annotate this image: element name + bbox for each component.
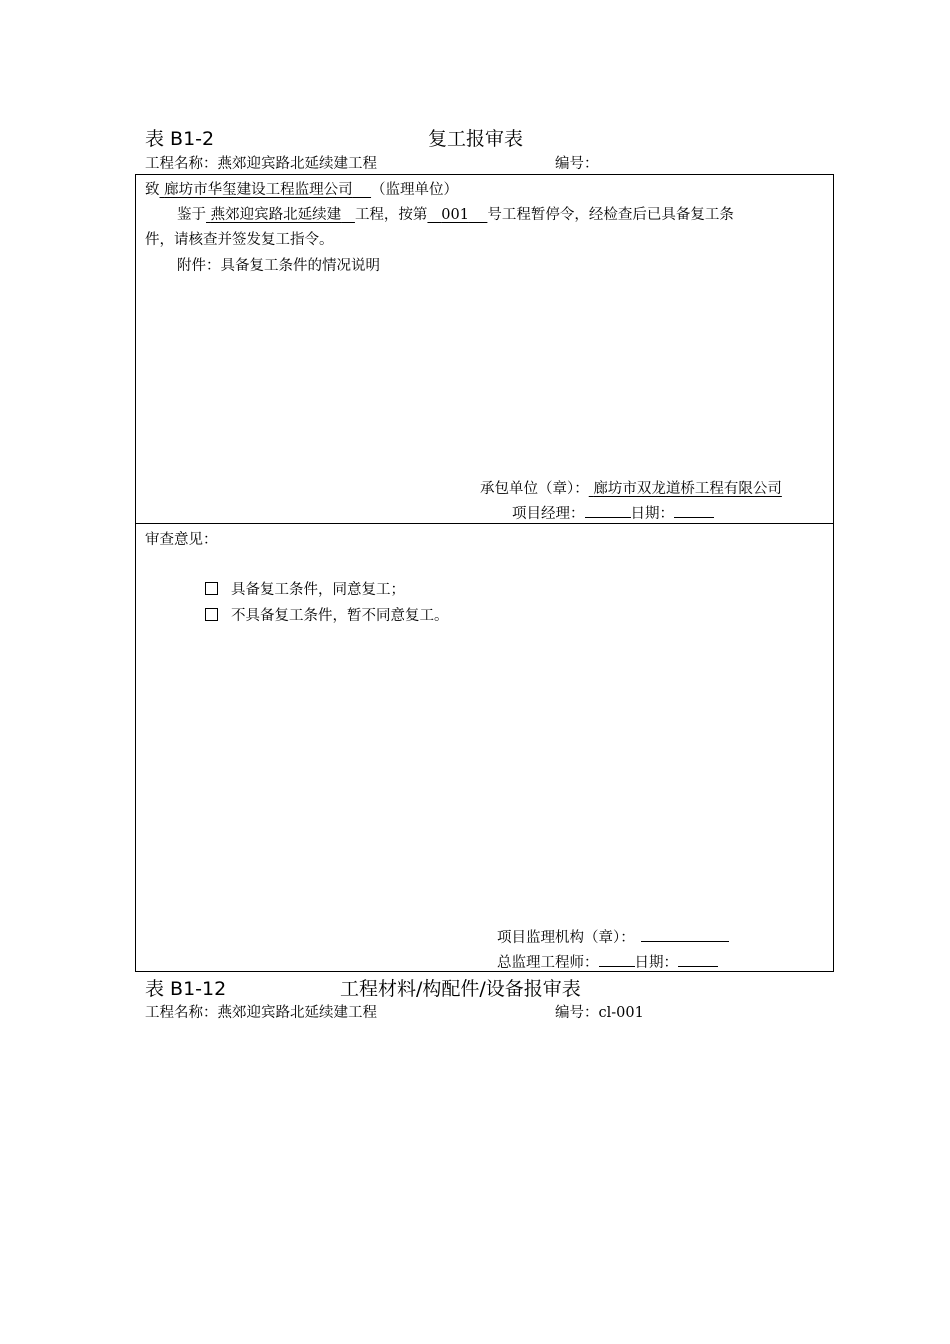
chief-signature-field[interactable] bbox=[599, 952, 635, 967]
agency-label: 项目监理机构（章）： bbox=[497, 930, 635, 946]
request-paragraph-line2: 件，请核查并签发复工指令。 bbox=[145, 232, 334, 248]
paragraph-project: 燕郊迎宾路北延续建 bbox=[210, 207, 342, 223]
contractor-label: 承包单位（章）： bbox=[480, 481, 589, 497]
form-table bbox=[135, 174, 834, 972]
number-label: 编号： bbox=[555, 156, 599, 172]
pm-label: 项目经理： bbox=[512, 506, 585, 522]
stop-order-number: 001 bbox=[441, 207, 469, 223]
addressee-line bbox=[145, 178, 458, 199]
number-label-2: 编号： bbox=[555, 1005, 599, 1021]
date-label: 日期： bbox=[630, 506, 674, 522]
to-prefix: 致 bbox=[145, 182, 160, 198]
review-label: 审查意见： bbox=[145, 532, 218, 548]
option-reject: 不具备复工条件，暂不同意复工。 bbox=[205, 604, 449, 625]
supervision-unit: 廊坊市华玺建设工程监理公司 bbox=[164, 182, 353, 198]
project-name-2: 燕郊迎宾路北延续建工程 bbox=[217, 1005, 377, 1021]
reject-checkbox[interactable] bbox=[205, 608, 218, 621]
table-number-2: 表 B1-12 bbox=[145, 978, 227, 1000]
pm-signature-field[interactable] bbox=[585, 503, 631, 518]
project-name: 燕郊迎宾路北延续建工程 bbox=[217, 156, 377, 172]
chief-label: 总监理工程师： bbox=[497, 955, 599, 971]
chief-date-field[interactable] bbox=[678, 952, 718, 967]
number-value-2: cl-001 bbox=[598, 1005, 644, 1021]
to-suffix: （监理单位） bbox=[371, 182, 459, 198]
contractor-name: 廊坊市双龙道桥工程有限公司 bbox=[593, 481, 782, 497]
number-row-2 bbox=[555, 1001, 644, 1022]
date-label-2: 日期： bbox=[634, 955, 678, 971]
approve-checkbox[interactable] bbox=[205, 582, 218, 595]
pm-date-field[interactable] bbox=[674, 503, 714, 518]
project-label: 工程名称： bbox=[145, 156, 218, 172]
agency-seal-field[interactable] bbox=[641, 927, 729, 942]
contractor-line bbox=[480, 477, 782, 498]
project-label-2: 工程名称： bbox=[145, 1005, 218, 1021]
project-name-row bbox=[145, 152, 377, 173]
project-name-row-2 bbox=[145, 1001, 377, 1022]
request-paragraph: 鉴于 燕郊迎宾路北延续建 工程，按第 001 号工程暂停令，经检查后已具备复工条 bbox=[177, 207, 734, 223]
form-title: 复工报审表 bbox=[428, 128, 524, 150]
agency-line bbox=[497, 926, 729, 947]
option-approve: 具备复工条件，同意复工； bbox=[205, 578, 405, 599]
table-number: 表 B1-2 bbox=[145, 128, 215, 150]
section-divider bbox=[135, 523, 834, 524]
manager-line bbox=[512, 502, 714, 523]
form-title-2: 工程材料/构配件/设备报审表 bbox=[340, 978, 581, 1000]
chief-engineer-line bbox=[497, 951, 718, 972]
attachment-note: 附件：具备复工条件的情况说明 bbox=[177, 258, 380, 274]
